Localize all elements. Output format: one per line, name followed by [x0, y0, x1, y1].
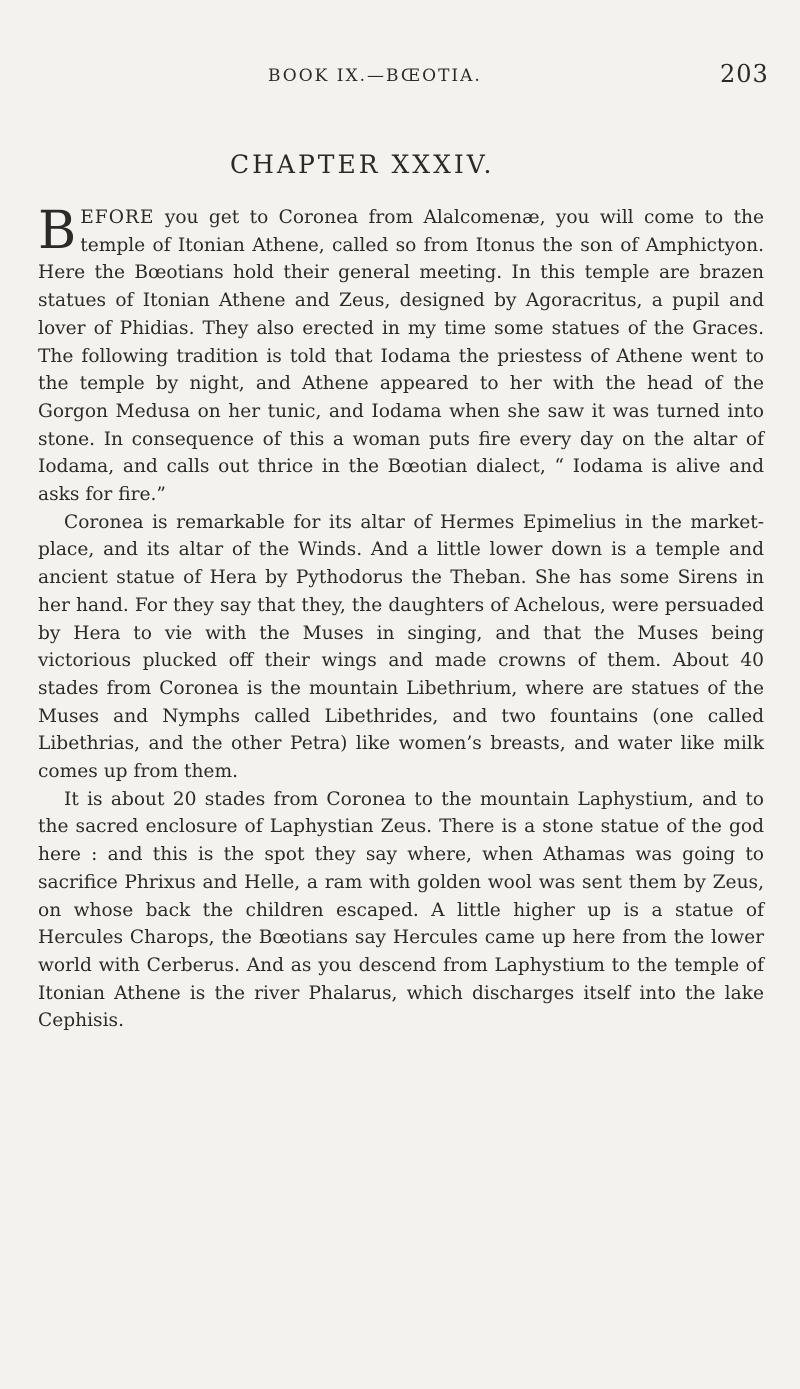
paragraph-lead: EFORE [80, 207, 155, 228]
paragraph-3 [38, 786, 764, 1035]
body-text [38, 201, 764, 1035]
chapter-title: CHAPTER XXXIV. [230, 150, 495, 179]
paragraph-1 [38, 201, 764, 509]
drop-cap: B [38, 201, 77, 261]
paragraph-text: Coronea is remarkable for its altar of Hermes Epimelius in the market-place, and its altar of the Winds. And a little lower down is a temple and ancient statue of Hera by Pythodorus the Theban. She has some Sirens in her hand. For they say that they, the daughters of Achelous, were persuaded by Hera to vie with the Muses in singing, and that the Muses being victorious plucked off their wings and made crowns of them. About 40 stades from Coronea is the mountain Libethrium, where are statues of the Muses and Nymphs called Libethrides, and two fountains (one called Libethrias, and the other Petra) like women’s breasts, and water like milk comes up from them. [38, 511, 764, 783]
paragraph-text: It is about 20 stades from Coronea to the mountain Laphystium, and to the sacred enclosure of Laphystian Zeus. There is a stone statue of the god here : and this is the spot they say where, when Athamas was going to sacrifice Phrixus and Helle, a ram with golden wool was sent them by Zeus, on whose back the children escaped. A little higher up is a statue of Hercules Charops, the Bœotians say Hercules came up here from the lower world with Cerberus. And as you descend from Laphystium to the temple of Itonian Athene is the river Phalarus, which discharges itself into the lake Cephisis. [38, 788, 764, 1032]
paragraph-2 [38, 509, 764, 786]
running-head: BOOK IX.—BŒOTIA. [268, 66, 482, 86]
paragraph-text: you get to Coronea from Alalcomenæ, you will come to the temple of Itonian Athene, called so from Itonus the son of Amphictyon. Here the Bœotians hold their general meeting. In this temple are brazen statues of Itonian Athene and Zeus, designed by Agoracritus, a pupil and lover of Phidias. They also erected in my time some statues of the Graces. The following tradition is told that Iodama the priestess of Athene went to the temple by night, and Athene appeared to her with the head of the Gorgon Medusa on her tunic, and Iodama when she saw it was turned into stone. In consequence of this a woman puts fire every day on the altar of Iodama, and calls out thrice in the Bœotian dialect, “ Iodama is alive and asks for fire.” [38, 207, 764, 506]
page-number: 203 [720, 60, 769, 88]
